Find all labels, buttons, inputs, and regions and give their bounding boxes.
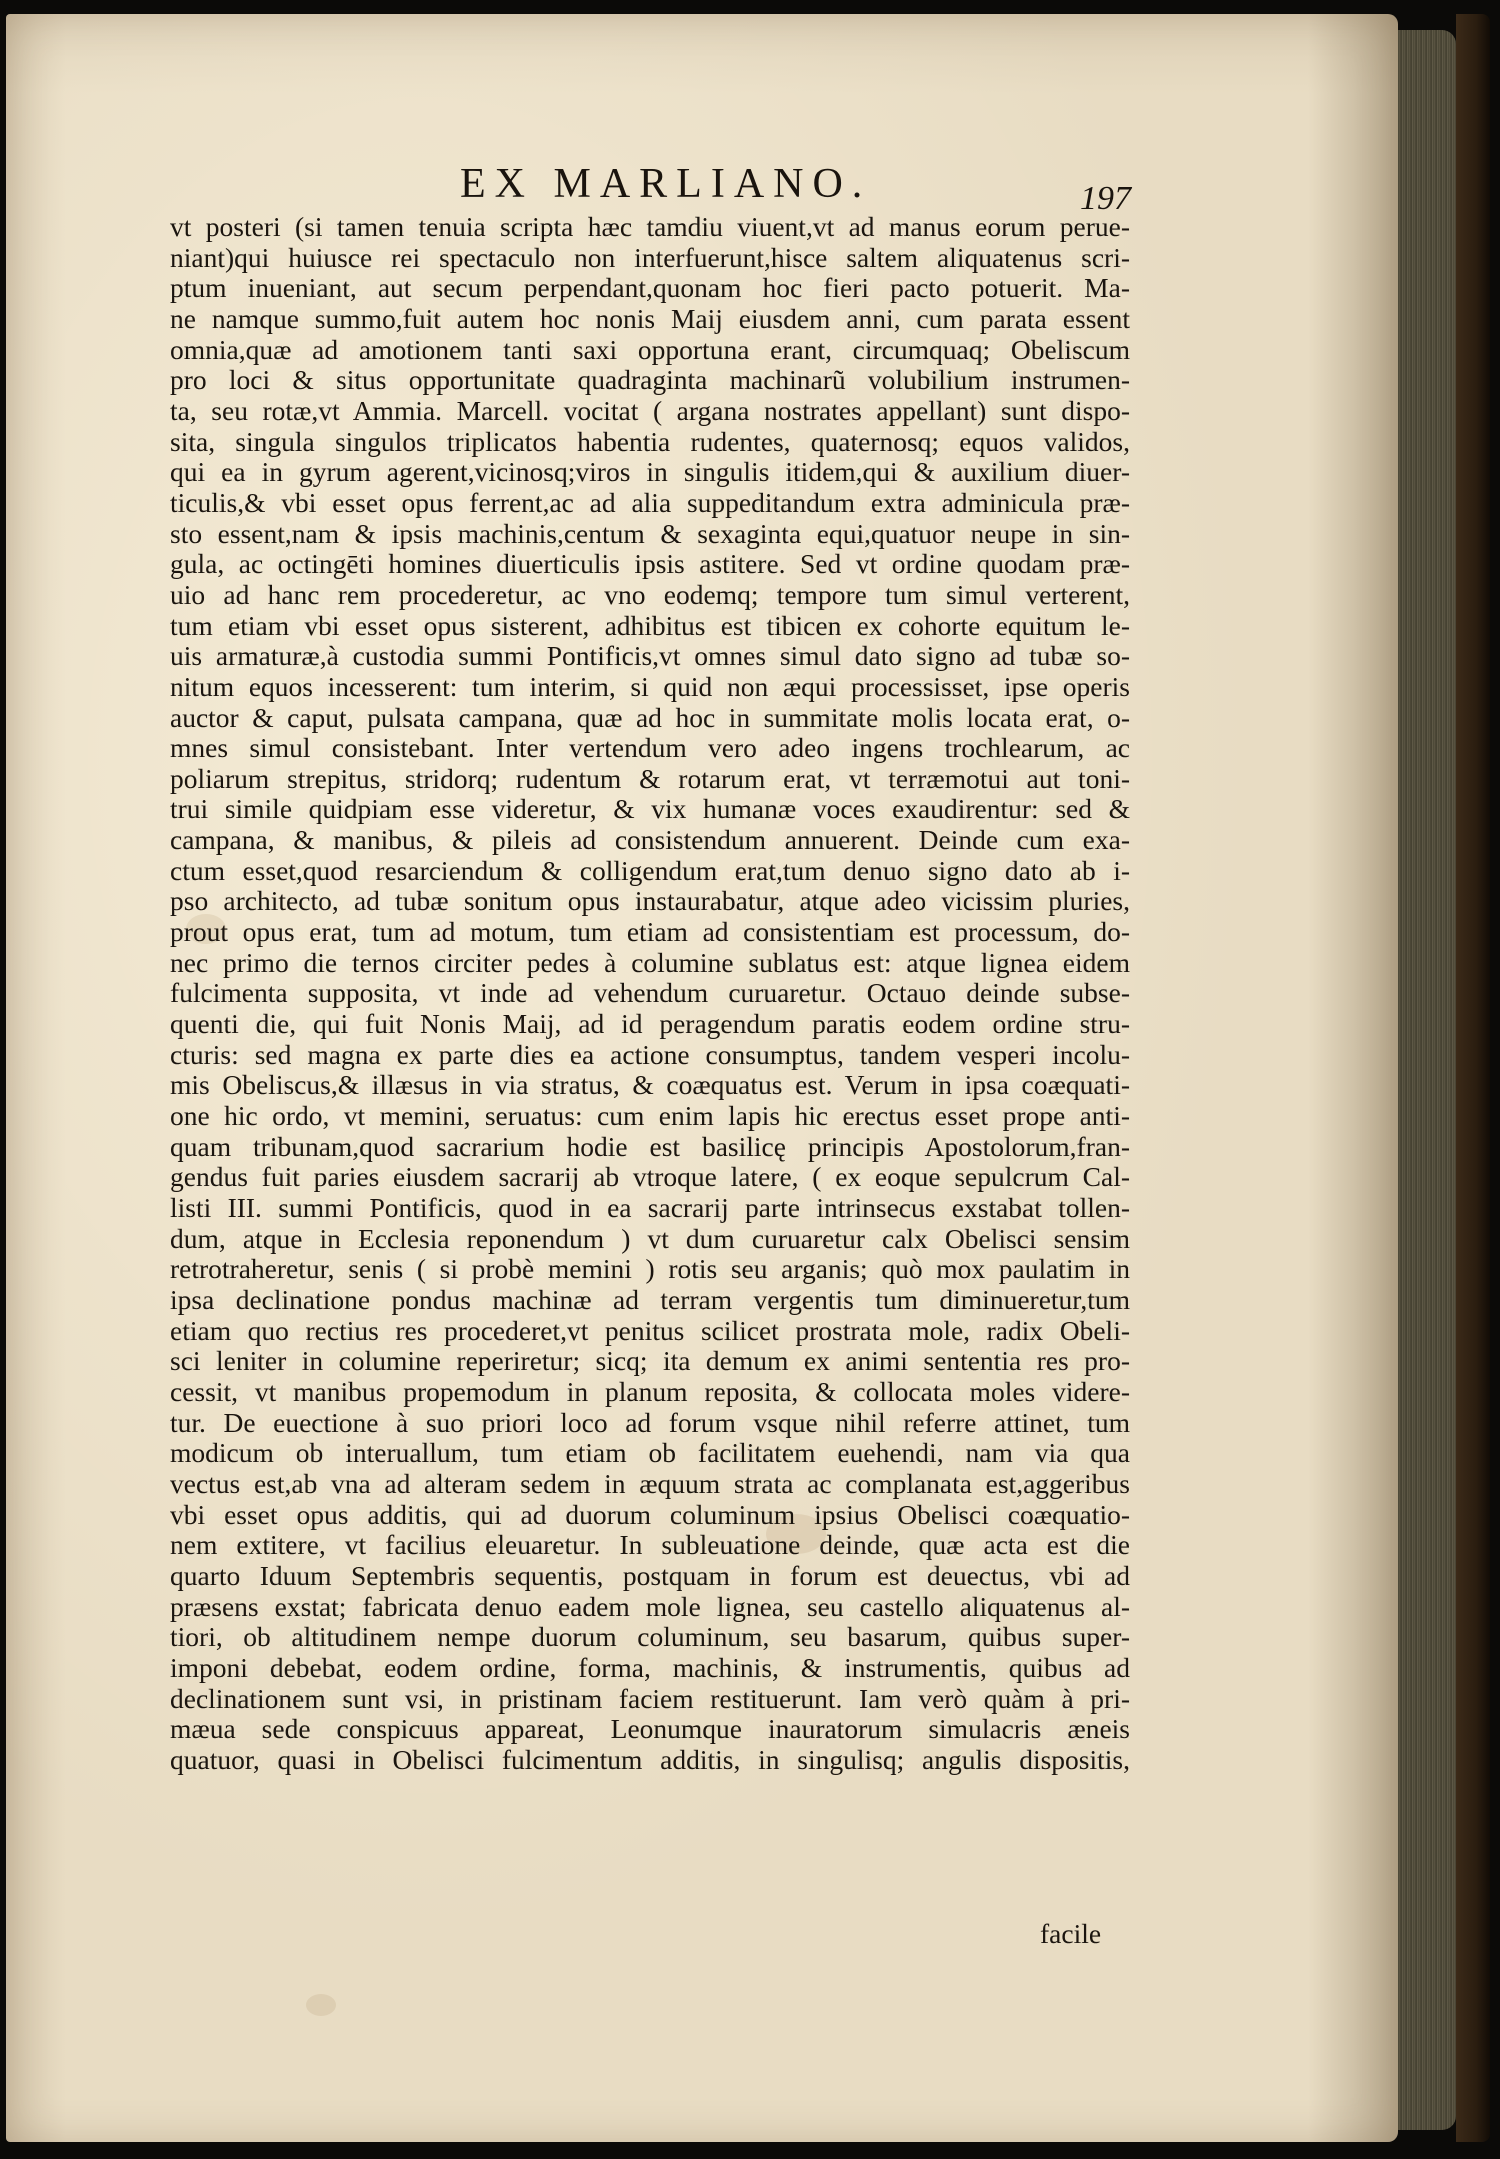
text-line: listi III. summi Pontificis, quod in ea sacrarij parte intrinsecus exstabat tollen- — [170, 1192, 1130, 1223]
text-line: poliarum strepitus, stridorq; rudentum & rotarum erat, vt terræmotui aut toni- — [170, 762, 1130, 794]
text-line: ptum inueniant, aut secum perpendant,quonam hoc fieri pacto potuerit. Ma- — [170, 272, 1130, 304]
text-line: fulcimenta supposita, vt inde ad vehendum curuaretur. Octauo deinde subse- — [170, 977, 1130, 1009]
page-fore-edge — [1398, 30, 1456, 2130]
text-line: præsens exstat; fabricata denuo eadem mole lignea, seu castello aliquatenus al- — [170, 1590, 1130, 1622]
text-line: qui ea in gyrum agerent,vicinosq;viros in singulis itidem,qui & auxilium diuer- — [170, 456, 1130, 488]
text-line: vbi esset opus additis, qui ad duorum columinum ipsius Obelisci coæquatio- — [170, 1498, 1130, 1530]
text-line: sto essent,nam & ipsis machinis,centum & sexaginta equi,quatuor neupe in sin- — [170, 517, 1130, 549]
text-line: imponi debebat, eodem ordine, forma, machinis, & instrumentis, quibus ad — [170, 1651, 1130, 1683]
text-line: pro loci & situs opportunitate quadraginta machinarũ volubilium instrumen- — [170, 364, 1130, 396]
foxing-spot — [306, 1994, 336, 2016]
text-line: quatuor, quasi in Obelisci fulcimentum additis, in singulisq; angulis dispositis, — [170, 1743, 1130, 1775]
text-line: mnes simul consistebant. Inter vertendum vero adeo ingens trochlearum, ac — [170, 732, 1130, 764]
text-line: prout opus erat, tum ad motum, tum etiam ad consistentiam est processum, do- — [170, 916, 1130, 948]
text-line: mæua sede conspicuus appareat, Leonumque inauratorum simulacris æneis — [170, 1713, 1130, 1745]
text-line: ne namque summo,fuit autem hoc nonis Maij eiusdem anni, cum parata essent — [170, 302, 1130, 334]
text-line: vectus est,ab vna ad alteram sedem in æquum strata ac complanata est,aggeribus — [170, 1467, 1130, 1499]
text-line: etiam quo rectius res procederet,vt penitus scilicet prostrata mole, radix Obeli- — [170, 1314, 1130, 1346]
text-line: pso architecto, ad tubæ sonitum opus instaurabatur, atque adeo vicissim pluries, — [170, 885, 1130, 917]
text-line: ta, seu rotæ,vt Ammia. Marcell. vocitat ( argana nostrates appellant) sunt dispo- — [170, 394, 1130, 426]
text-line: mis Obeliscus,& illæsus in via stratus, & coæquatus est. Verum in ipsa coæquati- — [170, 1069, 1130, 1101]
text-block — [170, 212, 1130, 1775]
text-line: retrotraheretur, senis ( si probè memini ) rotis seu arganis; quò mox paulatim in — [170, 1253, 1130, 1285]
text-line: trui simile quidpiam esse videretur, & vix humanæ voces exaudirentur: sed & — [170, 793, 1130, 825]
text-line: gula, ac octingēti homines diuerticulis ipsis astitere. Sed vt ordine quodam præ- — [170, 548, 1130, 580]
text-line: quam tribunam,quod sacrarium hodie est basilicę principis Apostolorum,fran- — [170, 1130, 1130, 1162]
text-line: ctum esset,quod resarciendum & colligendum erat,tum denuo signo dato ab i- — [170, 854, 1130, 886]
text-line: ticulis,& vbi esset opus ferrent,ac ad alia suppeditandum extra adminicula præ- — [170, 486, 1130, 518]
text-line: tiori, ob altitudinem nempe duorum columinum, seu basarum, quibus super- — [170, 1621, 1130, 1653]
text-line: dum, atque in Ecclesia reponendum ) vt dum curuaretur calx Obelisci sensim — [170, 1222, 1130, 1254]
text-line: nem extitere, vt facilius eleuaretur. In subleuatione deinde, quæ acta est die — [170, 1529, 1130, 1561]
text-line: uio ad hanc rem procederetur, ac vno eodemq; tempore tum simul verterent, — [170, 578, 1130, 610]
text-line: quenti die, qui fuit Nonis Maij, ad id peragendum paratis eodem ordine stru- — [170, 1008, 1130, 1040]
text-line: omnia,quæ ad amotionem tanti saxi opportuna erant, circumquaq; Obeliscum — [170, 333, 1130, 365]
text-line: uis armaturæ,à custodia summi Pontificis,vt omnes simul dato signo ad tubæ so- — [170, 640, 1130, 672]
text-line: cturis: sed magna ex parte dies ea actione consumptus, tandem vesperi incolu- — [170, 1038, 1130, 1070]
text-line: niant)qui huiusce rei spectaculo non interfuerunt,hisce saltem aliquatenus scri- — [170, 241, 1130, 273]
text-line: gendus fuit paries eiusdem sacrarij ab vtroque latere, ( ex eoque sepulcrum Cal- — [170, 1161, 1130, 1193]
text-line: campana, & manibus, & pileis ad consistendum annuerent. Deinde cum exa- — [170, 824, 1130, 856]
running-title: EX MARLIANO. — [460, 161, 872, 207]
page-number: 197 — [1080, 180, 1131, 217]
text-line: nitum equos incesserent: tum interim, si quid non æqui processisset, ipse operis — [170, 670, 1130, 702]
text-line: declinationem sunt vsi, in pristinam faciem restituerunt. Iam verò quàm à pri- — [170, 1682, 1130, 1714]
text-line: vt posteri (si tamen tenuia scripta hæc tamdiu viuent,vt ad manus eorum perue- — [170, 211, 1130, 242]
text-line: modicum ob interuallum, tum etiam ob facilitatem euehendi, nam via qua — [170, 1437, 1130, 1469]
text-line: tur. De euectione à suo priori loco ad forum vsque nihil referre attinet, tum — [170, 1406, 1130, 1438]
text-line: ipsa declinatione pondus machinæ ad terram vergentis tum diminueretur,tum — [170, 1283, 1130, 1315]
text-line: one hic ordo, vt memini, seruatus: cum enim lapis hic erectus esset prope anti- — [170, 1100, 1130, 1132]
catchword: facile — [1040, 1918, 1102, 1949]
text-line: quarto Iduum Septembris sequentis, postquam in forum est deuectus, vbi ad — [170, 1559, 1130, 1591]
text-line: sci leniter in columine reperiretur; sicq; ita demum ex animi sententia res pro- — [170, 1345, 1130, 1377]
text-line: tum etiam vbi esset opus sisterent, adhibitus est tibicen ex cohorte equitum le- — [170, 609, 1130, 641]
text-line: auctor & caput, pulsata campana, quæ ad hoc in summitate molis locata erat, o- — [170, 701, 1130, 733]
book-binding — [1456, 14, 1490, 2142]
text-line: sita, singula singulos triplicatos habentia rudentes, quaternosq; equos validos, — [170, 425, 1130, 457]
text-line: cessit, vt manibus propemodum in planum reposita, & collocata moles videre- — [170, 1375, 1130, 1407]
text-line: nec primo die ternos circiter pedes à columine sublatus est: atque lignea eidem — [170, 946, 1130, 978]
